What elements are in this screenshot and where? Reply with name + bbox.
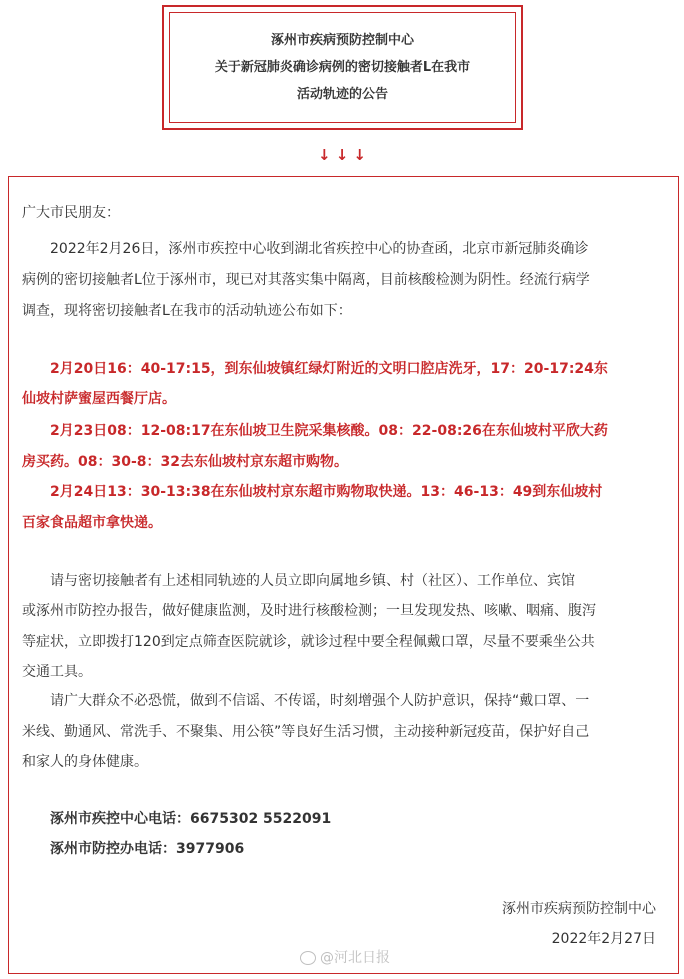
intro-line: 2022年2月26日，涿州市疾控中心收到湖北省疾控中心的协查函，北京市新冠肺炎确诊: [50, 241, 589, 257]
title-line-1: 涿州市疾病预防控制中心: [270, 33, 414, 48]
notice-content-box: [8, 176, 679, 974]
date: 2022年2月27日: [551, 931, 656, 947]
signature: 涿州市疾病预防控制中心: [502, 901, 656, 917]
intro-line: 病例的密切接触者L位于涿州市，现已对其落实集中隔离，目前核酸检测为阴性。经流行病学: [22, 272, 590, 288]
control-office-phone: 涿州市防控办电话：3977906: [50, 841, 245, 857]
title-box: [162, 5, 523, 130]
watermark-text: @河北日报: [320, 950, 390, 966]
intro-line: 调查，现将密切接触者L在我市的活动轨迹公布如下：: [22, 303, 352, 319]
title-inner-frame: [169, 12, 516, 123]
advice-line: 和家人的身体健康。: [22, 754, 148, 770]
arrow-down-icon: ↓: [353, 146, 366, 164]
advice-line: 请广大群众不必恐慌，做到不信谣、不传谣，时刻增强个人防护意识，保持“戴口罩、一: [50, 693, 590, 709]
advice-line: 米线、勤通风、常洗手、不聚集、用公筷”等良好生活习惯，主动接种新冠疫苗，保护好自己: [22, 724, 590, 740]
trajectory-line: 百家食品超市拿快递。: [22, 515, 162, 531]
arrow-down-icon: ↓: [335, 146, 349, 164]
title-line-2: 关于新冠肺炎确诊病例的密切接触者L在我市: [214, 60, 471, 75]
trajectory-line: 仙坡村萨蜜屋西餐厅店。: [22, 391, 176, 407]
weibo-icon: [300, 951, 316, 965]
down-arrows: [318, 145, 366, 165]
greeting: 广大市民朋友：: [22, 205, 120, 221]
arrow-down-icon: ↓: [318, 146, 331, 164]
notice-line: 请与密切接触者有上述相同轨迹的人员立即向属地乡镇、村（社区）、工作单位、宾馆: [50, 573, 575, 589]
title-line-3: 活动轨迹的公告: [296, 87, 388, 102]
notice-line: 等症状，立即拨打120到定点筛查医院就诊，就诊过程中要全程佩戴口罩，尽量不要乘坐公共: [22, 634, 595, 650]
cdc-phone: 涿州市疾控中心电话：6675302 5522091: [50, 811, 332, 827]
trajectory-line: 2月24日13：30-13:38在东仙坡村京东超市购物取快递。13：46-13：49到东仙坡村: [50, 484, 603, 500]
watermark: [300, 948, 390, 968]
trajectory-line: 房买药。08：30-8：32去东仙坡村京东超市购物。: [22, 454, 348, 470]
trajectory-line: 2月23日08：12-08:17在东仙坡卫生院采集核酸。08：22-08:26在东仙坡村平欣大药: [50, 423, 608, 439]
notice-line: 交通工具。: [22, 664, 92, 680]
trajectory-line: 2月20日16：40-17:15，到东仙坡镇红绿灯附近的文明口腔店洗牙，17：20-17:24东: [50, 361, 608, 377]
notice-line: 或涿州市防控办报告，做好健康监测，及时进行核酸检测；一旦发现发热、咳嗽、咽痛、腹泻: [22, 603, 596, 619]
